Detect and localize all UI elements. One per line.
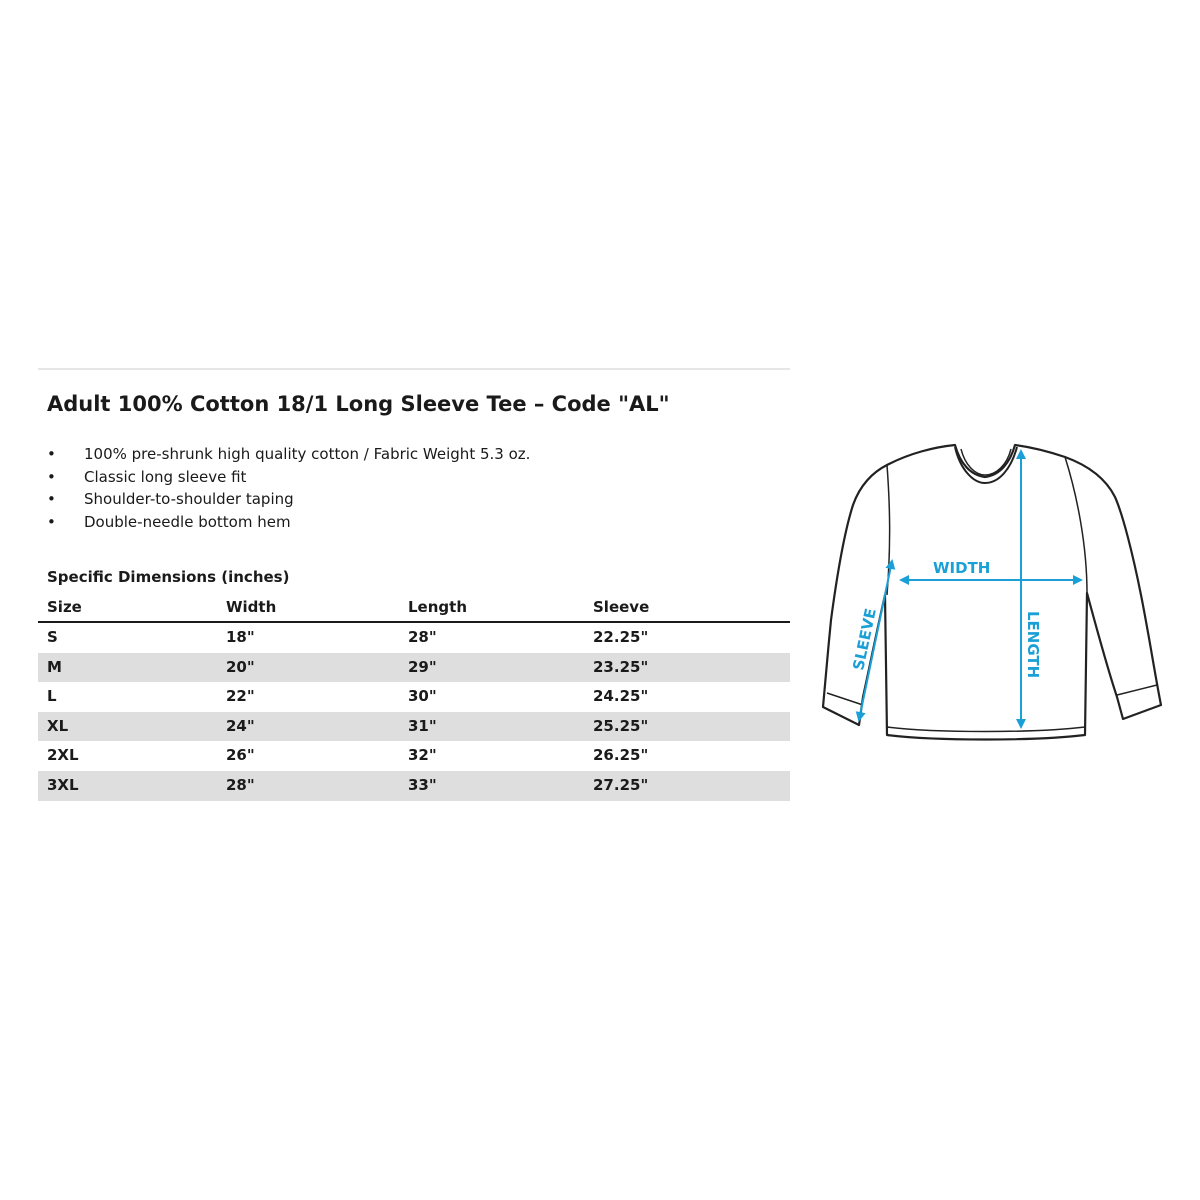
- bullet-icon: •: [47, 490, 56, 508]
- cell-width: 26": [226, 746, 255, 765]
- feature-text: Double-needle bottom hem: [84, 512, 291, 531]
- cell-sleeve: 22.25": [593, 628, 649, 646]
- header-size: Size: [47, 598, 82, 616]
- feature-item: [47, 443, 530, 466]
- cell-sleeve: 23.25": [593, 657, 649, 676]
- cell-size: XL: [47, 716, 69, 735]
- cell-size: M: [47, 657, 62, 676]
- sleeve-label: SLEEVE: [849, 606, 880, 672]
- cell-width: 24": [226, 716, 255, 735]
- cell-width: 28": [226, 775, 255, 794]
- cell-length: 32": [408, 746, 437, 765]
- cell-sleeve: 24.25": [593, 687, 649, 706]
- feature-item: [47, 511, 530, 534]
- product-title: Adult 100% Cotton 18/1 Long Sleeve Tee – Code "AL": [47, 392, 670, 416]
- cell-size: L: [47, 687, 57, 706]
- table-header: [38, 595, 790, 623]
- cell-width: 22": [226, 687, 255, 706]
- cell-sleeve: 27.25": [593, 775, 649, 794]
- cell-length: 33": [408, 775, 437, 794]
- cell-length: 31": [408, 716, 437, 735]
- cell-length: 28": [408, 628, 437, 646]
- feature-text: 100% pre-shrunk high quality cotton / Fabric Weight 5.3 oz.: [84, 445, 531, 463]
- cell-sleeve: 25.25": [593, 716, 649, 735]
- bullet-icon: •: [47, 512, 56, 531]
- table-row: [38, 623, 790, 653]
- left-cuff: [827, 693, 863, 705]
- cell-width: 18": [226, 628, 255, 646]
- length-label: LENGTH: [1024, 611, 1042, 679]
- feature-item: [47, 466, 530, 489]
- feature-item: [47, 488, 530, 511]
- feature-text: Shoulder-to-shoulder taping: [84, 490, 294, 508]
- table-row: [38, 771, 790, 801]
- bullet-icon: •: [47, 445, 56, 463]
- table-row: [38, 741, 790, 771]
- feature-list: [47, 443, 530, 533]
- header-width: Width: [226, 598, 277, 616]
- bullet-icon: •: [47, 467, 56, 486]
- shirt-outline: [823, 445, 1161, 740]
- cell-length: 30": [408, 687, 437, 706]
- cell-width: 20": [226, 657, 255, 676]
- hem-line: [887, 727, 1085, 732]
- long-sleeve-tee-icon: [815, 435, 1170, 755]
- shirt-diagram: [815, 435, 1170, 755]
- cell-sleeve: 26.25": [593, 746, 649, 765]
- table-row: [38, 712, 790, 742]
- dimensions-label: Specific Dimensions (inches): [47, 568, 290, 586]
- right-seam: [1065, 457, 1087, 593]
- cell-size: 3XL: [47, 775, 79, 794]
- right-cuff: [1117, 685, 1157, 695]
- header-sleeve: Sleeve: [593, 598, 650, 616]
- top-divider: [38, 368, 790, 370]
- width-label: WIDTH: [933, 559, 991, 577]
- collar-inner: [961, 449, 1011, 475]
- table-row: [38, 653, 790, 683]
- header-length: Length: [408, 598, 467, 616]
- cell-length: 29": [408, 657, 437, 676]
- size-chart-table: [38, 595, 790, 801]
- cell-size: S: [47, 628, 58, 646]
- feature-text: Classic long sleeve fit: [84, 467, 247, 486]
- cell-size: 2XL: [47, 746, 79, 765]
- table-row: [38, 682, 790, 712]
